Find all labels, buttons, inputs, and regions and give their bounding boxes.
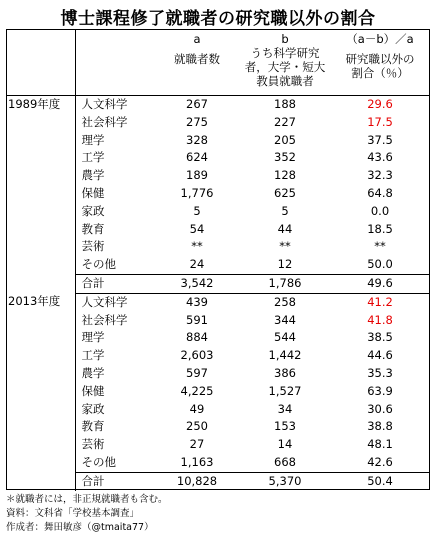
percent-cell: 49.6 bbox=[330, 274, 430, 293]
header-row bbox=[6, 29, 430, 96]
percent-cell: 43.6 bbox=[367, 150, 393, 165]
header-b-label-1: うち科学研究 bbox=[250, 46, 320, 60]
count-b-cell: 153 bbox=[274, 419, 296, 434]
field-cell: 農学 bbox=[81, 168, 105, 183]
field-cell: その他 bbox=[81, 257, 116, 272]
header-b-label-3: 教員就職者 bbox=[256, 74, 314, 88]
percent-cell: 38.5 bbox=[367, 330, 393, 345]
count-a-cell: 5 bbox=[193, 203, 201, 218]
count-b-cell: 188 bbox=[274, 97, 296, 111]
field-cell: 家政 bbox=[81, 203, 105, 218]
header-c bbox=[330, 29, 430, 96]
count-a-cell: 2,603 bbox=[180, 348, 214, 363]
header-c-label-2: 割合（％） bbox=[351, 66, 409, 80]
field-cell: 社会科学 bbox=[81, 312, 128, 327]
count-b-cell: 668 bbox=[274, 454, 296, 469]
note-line: 資料：文科省「学校基本調査」 bbox=[6, 508, 140, 519]
data-table bbox=[6, 29, 430, 491]
percent-cell: 17.5 bbox=[367, 114, 393, 129]
percent-cell: 63.9 bbox=[367, 383, 393, 398]
percent-cell: 50.0 bbox=[367, 257, 393, 272]
percent-cell: 48.1 bbox=[367, 437, 393, 452]
percent-cell: 44.6 bbox=[367, 348, 393, 363]
count-a-cell: 275 bbox=[186, 114, 208, 129]
count-b-cell: 1,527 bbox=[268, 383, 302, 398]
count-a-cell: 250 bbox=[186, 419, 208, 434]
percent-cell: 38.8 bbox=[367, 419, 393, 434]
field-cell: 教育 bbox=[81, 419, 105, 434]
note-line: 作成者：舞田敏彦（@tmaita77） bbox=[6, 522, 154, 533]
header-a-label: 就職者数 bbox=[174, 52, 220, 66]
field-cell: 工学 bbox=[81, 150, 105, 165]
count-b-cell: 258 bbox=[274, 294, 296, 309]
count-a-cell: 4,225 bbox=[180, 383, 214, 398]
count-b-cell: 544 bbox=[274, 330, 296, 345]
notes bbox=[6, 493, 168, 535]
field-cell: 合計 bbox=[75, 472, 154, 490]
count-b-cell: 205 bbox=[274, 132, 296, 147]
count-a-cell: 1,776 bbox=[180, 185, 214, 200]
count-b-cell: 227 bbox=[274, 114, 296, 129]
count-a-cell: 189 bbox=[186, 168, 208, 183]
count-b-cell: 5 bbox=[281, 203, 289, 218]
count-a-cell: 10,828 bbox=[154, 472, 240, 490]
percent-cell: ** bbox=[374, 239, 386, 254]
count-a-cell: 439 bbox=[186, 294, 208, 309]
header-spacer bbox=[75, 29, 154, 96]
percent-cell: 32.3 bbox=[367, 168, 393, 183]
field-cell: 理学 bbox=[81, 132, 105, 147]
year-cell: 1989年度 bbox=[6, 96, 75, 294]
header-b-letter: b bbox=[281, 32, 289, 46]
percent-cell: 30.6 bbox=[367, 401, 393, 416]
field-cell: 保健 bbox=[81, 383, 105, 398]
table-row bbox=[6, 293, 430, 311]
header-b bbox=[240, 29, 330, 96]
count-a-cell: 624 bbox=[186, 150, 208, 165]
count-a-cell: 591 bbox=[186, 312, 208, 327]
field-cell: 工学 bbox=[81, 348, 105, 363]
field-cell: 理学 bbox=[81, 330, 105, 345]
count-a-cell: 267 bbox=[186, 97, 208, 111]
field-cell: 農学 bbox=[81, 365, 105, 380]
count-b-cell: 352 bbox=[274, 150, 296, 165]
header-b-label-2: 者，大学・短大 bbox=[244, 60, 326, 74]
percent-cell: 0.0 bbox=[370, 203, 390, 218]
table-title: 博士課程修了就職者の研究職以外の割合 bbox=[60, 9, 376, 29]
field-cell: 人文科学 bbox=[81, 97, 128, 111]
percent-cell: 29.6 bbox=[367, 97, 393, 111]
count-b-cell: 34 bbox=[277, 401, 293, 416]
percent-cell: 37.5 bbox=[367, 132, 393, 147]
percent-cell: 42.6 bbox=[367, 454, 393, 469]
note-line: ＊就職者には，非正規就職者も含む。 bbox=[6, 494, 168, 505]
percent-cell: 50.4 bbox=[330, 472, 430, 490]
field-cell: 教育 bbox=[81, 221, 105, 236]
count-a-cell: 884 bbox=[186, 330, 208, 345]
count-a-cell: 49 bbox=[189, 401, 205, 416]
percent-cell: 64.8 bbox=[367, 185, 393, 200]
percent-cell: 41.8 bbox=[367, 312, 393, 327]
percent-cell: 35.3 bbox=[367, 365, 393, 380]
count-a-cell: 54 bbox=[189, 221, 205, 236]
count-b-cell: 386 bbox=[274, 365, 296, 380]
field-cell: 保健 bbox=[81, 185, 105, 200]
count-a-cell: 24 bbox=[189, 257, 205, 272]
header-a-letter: a bbox=[193, 32, 201, 46]
count-b-cell: 128 bbox=[274, 168, 296, 183]
header-a bbox=[154, 29, 240, 96]
percent-cell: 41.2 bbox=[367, 294, 393, 309]
count-b-cell: ** bbox=[279, 239, 291, 254]
table-row bbox=[6, 96, 430, 114]
count-a-cell: 1,163 bbox=[180, 454, 214, 469]
count-a-cell: 597 bbox=[186, 365, 208, 380]
field-cell: 芸術 bbox=[81, 437, 105, 452]
field-cell: その他 bbox=[81, 454, 116, 469]
year-cell: 2013年度 bbox=[6, 293, 75, 490]
count-a-cell: 328 bbox=[186, 132, 208, 147]
count-a-cell: 27 bbox=[189, 437, 205, 452]
count-b-cell: 12 bbox=[277, 257, 293, 272]
count-b-cell: 44 bbox=[277, 221, 293, 236]
count-b-cell: 1,786 bbox=[240, 274, 330, 293]
field-cell: 合計 bbox=[75, 274, 154, 293]
header-c-label-1: 研究職以外の bbox=[345, 52, 415, 66]
count-a-cell: 3,542 bbox=[154, 274, 240, 293]
field-cell: 芸術 bbox=[81, 239, 105, 254]
count-b-cell: 344 bbox=[274, 312, 296, 327]
header-c-formula: （a－b）／a bbox=[346, 32, 414, 46]
field-cell: 社会科学 bbox=[81, 114, 128, 129]
count-b-cell: 5,370 bbox=[240, 472, 330, 490]
header-corner bbox=[6, 29, 75, 96]
percent-cell: 18.5 bbox=[367, 221, 393, 236]
field-cell: 人文科学 bbox=[81, 294, 128, 309]
field-cell: 家政 bbox=[81, 401, 105, 416]
count-a-cell: ** bbox=[191, 239, 203, 254]
count-b-cell: 625 bbox=[274, 185, 296, 200]
count-b-cell: 14 bbox=[277, 437, 293, 452]
count-b-cell: 1,442 bbox=[268, 348, 302, 363]
